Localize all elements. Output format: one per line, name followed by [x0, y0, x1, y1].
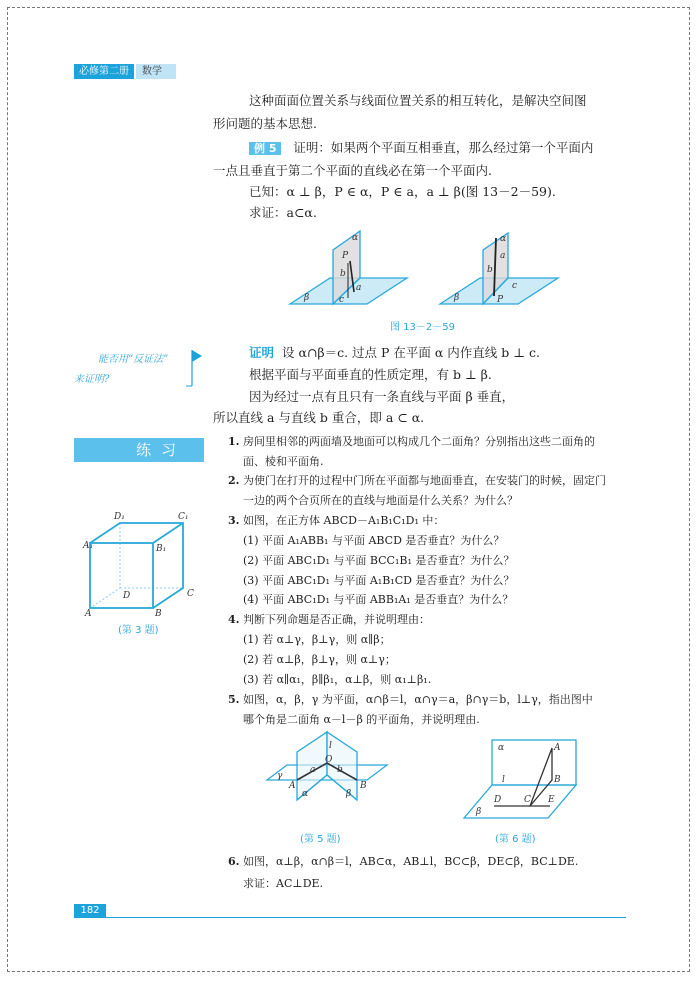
- figure-q5: [262, 730, 392, 825]
- svg-text:c: c: [512, 281, 518, 291]
- svg-text:A: A: [289, 781, 296, 791]
- svg-text:D₁: D₁: [114, 512, 125, 522]
- to-prove: 求证：a⊂α.: [249, 205, 317, 220]
- svg-text:B: B: [360, 781, 367, 791]
- q2-line-2: 一边的两个合页所在的直线与地面是什么关系？为什么？: [243, 494, 518, 507]
- q6-line-1: 如图，α⊥β，α∩β＝l，AB⊂α，AB⊥l，BC⊂β，DE⊂β，BC⊥DE.: [243, 855, 579, 868]
- q2-line-1: 为使门在打开的过程中门所在平面都与地面垂直，在安装门的时候，固定门: [243, 474, 606, 487]
- proof-line-1: [249, 345, 540, 361]
- svg-text:B₁: B₁: [156, 544, 167, 554]
- svg-text:b: b: [337, 765, 343, 775]
- q5-line-2: 哪个角是二面角 α－l－β 的平面角，并说明理由.: [243, 713, 480, 726]
- q3-sub-3: (3) 平面 ABC₁D₁ 与平面 A₁B₁CD 是否垂直？为什么？: [243, 574, 515, 587]
- figure-left: [290, 231, 407, 305]
- figure-q6-caption: (第 6 题): [495, 834, 536, 845]
- q6-line-2: 求证：AC⊥DE.: [243, 877, 324, 890]
- svg-text:b: b: [487, 265, 493, 275]
- proof-text: 设 α∩β＝c. 过点 P 在平面 α 内作直线 b ⊥ c.: [281, 345, 540, 360]
- q2-number: 2.: [228, 474, 240, 487]
- svg-text:C₁: C₁: [178, 512, 189, 522]
- svg-text:D: D: [123, 591, 131, 601]
- q5-number: 5.: [228, 693, 240, 706]
- subject-label: 数学: [136, 64, 176, 79]
- svg-text:C: C: [187, 589, 194, 599]
- svg-text:α: α: [352, 233, 359, 243]
- q3-sub-4: (4) 平面 ABC₁D₁ 与平面 ABB₁A₁ 是否垂直？为什么？: [243, 593, 514, 606]
- q3-text: 如图，在正方体 ABCD－A₁B₁C₁D₁ 中：: [243, 514, 445, 527]
- svg-text:β: β: [346, 789, 352, 799]
- q4-sub-3: (3) 若 α∥α₁，β∥β₁，α⊥β，则 α₁⊥β₁.: [243, 673, 432, 686]
- q4-text: 判断下列命题是否正确，并说明理由：: [243, 613, 430, 626]
- example-text: 证明：如果两个平面互相垂直，那么经过第一个平面内: [293, 140, 594, 155]
- svg-text:α: α: [302, 789, 309, 799]
- q3-sub-1: (1) 平面 A₁ABB₁ 与平面 ABCD 是否垂直？为什么？: [243, 534, 505, 547]
- proof-line-2: 根据平面与平面垂直的性质定理，有 b ⊥ β.: [249, 367, 492, 382]
- svg-text:c: c: [339, 295, 345, 305]
- side-note-line-1: 能否用“反证法”: [98, 354, 169, 365]
- q1-number: 1.: [228, 435, 240, 448]
- figure-13-2-59: [290, 228, 560, 312]
- proof-line-4: 所以直线 a 与直线 b 重合，即 a ⊂ α.: [213, 410, 425, 425]
- svg-text:A: A: [85, 609, 92, 619]
- q4-sub-2: (2) 若 α⊥β，β⊥γ，则 α⊥γ；: [243, 653, 396, 666]
- practice-title: 练习: [74, 438, 204, 462]
- svg-text:β: β: [454, 293, 460, 303]
- svg-text:a: a: [310, 765, 316, 775]
- svg-text:P: P: [497, 295, 504, 305]
- svg-text:b: b: [340, 269, 346, 279]
- svg-text:E: E: [548, 795, 555, 805]
- svg-text:a: a: [356, 283, 362, 293]
- svg-text:l: l: [502, 775, 505, 785]
- svg-text:O: O: [325, 755, 333, 765]
- svg-text:B: B: [554, 775, 561, 785]
- figure-q6: [462, 738, 587, 823]
- svg-text:l: l: [329, 741, 332, 751]
- proof-tag: 证明: [249, 345, 275, 360]
- cube-figure: [85, 508, 200, 618]
- q3-sub-2: (2) 平面 ABC₁D₁ 与平面 BCC₁B₁ 是否垂直？为什么？: [243, 554, 515, 567]
- figure-right: [440, 233, 558, 305]
- cube-caption: (第 3 题): [118, 625, 159, 636]
- svg-text:B: B: [155, 609, 162, 619]
- svg-text:α: α: [500, 234, 507, 244]
- q4-number: 4.: [228, 613, 240, 626]
- svg-text:α: α: [498, 743, 505, 753]
- proof-line-3: 因为经过一点有且只有一条直线与平面 β 垂直，: [249, 389, 515, 404]
- svg-text:β: β: [476, 807, 482, 817]
- q1-line-2: 面、棱和平面角.: [243, 455, 324, 468]
- svg-text:D: D: [494, 795, 502, 805]
- figure-q5-caption: (第 5 题): [300, 834, 341, 845]
- svg-text:C: C: [524, 795, 531, 805]
- q1-line-1: 房间里相邻的两面墙及地面可以构成几个二面角？分别指出这些二面角的: [243, 435, 595, 448]
- given: 已知：α ⊥ β，P ∈ α，P ∈ a，a ⊥ β(图 13－2－59).: [249, 184, 556, 199]
- side-note-line-2: 来证明?: [74, 374, 110, 385]
- q3-number: 3.: [228, 514, 240, 527]
- intro-line-1: 这种面面位置关系与线面位置关系的相互转化，是解决空间图: [249, 93, 587, 108]
- page-number: 182: [74, 904, 106, 918]
- q5-line-1: 如图，α，β，γ 为平面，α∩β＝l，α∩γ＝a，β∩γ＝b，l⊥γ，指出图中: [243, 693, 593, 706]
- footer-rule: [106, 917, 626, 918]
- example-line-2: 一点且垂直于第二个平面的直线必在第一个平面内.: [213, 163, 492, 178]
- example-tag: 例 5: [249, 142, 281, 155]
- svg-text:A: A: [554, 743, 561, 753]
- svg-text:A₁: A₁: [83, 541, 94, 551]
- svg-text:β: β: [304, 293, 310, 303]
- book-label: 必修第二册: [74, 64, 134, 79]
- figure-caption: 图 13－2－59: [390, 322, 455, 333]
- q4-sub-1: (1) 若 α⊥γ，β⊥γ，则 α∥β；: [243, 633, 391, 646]
- side-note-flag-icon: [186, 348, 204, 390]
- svg-text:a: a: [500, 251, 506, 261]
- intro-line-2: 形问题的基本思想.: [213, 116, 317, 131]
- svg-text:γ: γ: [277, 771, 283, 781]
- example-line-1: [249, 140, 593, 157]
- svg-text:P: P: [342, 251, 349, 261]
- q6-number: 6.: [228, 855, 240, 868]
